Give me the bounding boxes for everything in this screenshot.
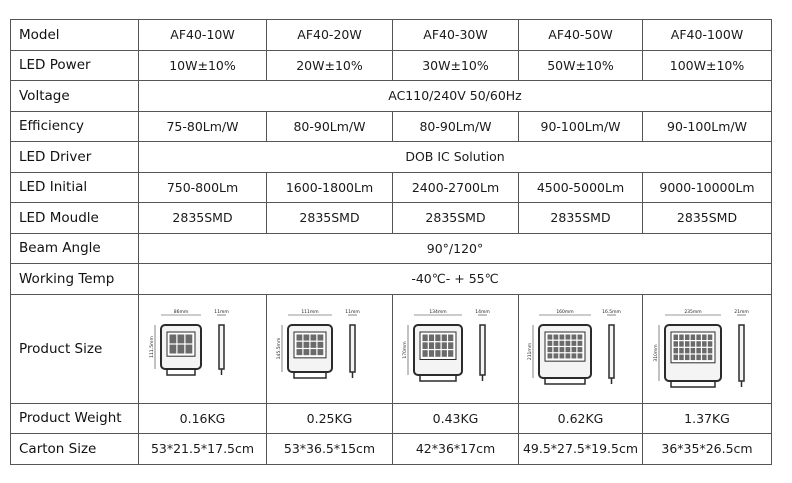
led-chip [577, 353, 582, 358]
value-cell: AF40-30W [393, 20, 519, 51]
value-cell: 2835SMD [393, 203, 519, 234]
led-chip [317, 334, 323, 340]
led-chip [674, 334, 679, 340]
led-chip [310, 334, 316, 340]
led-chip [547, 334, 552, 339]
led-chip [565, 340, 570, 345]
row-label: Efficiency [11, 111, 139, 142]
value-cell: 2835SMD [267, 203, 393, 234]
floodlight-dimension-drawing [651, 301, 763, 397]
value-cell: 36*35*26.5cm [643, 434, 772, 465]
lamp-side-view [609, 325, 614, 378]
led-chip [296, 349, 302, 355]
value-cell: 80-90Lm/W [393, 111, 519, 142]
led-chip [310, 341, 316, 347]
spec-row-led-moudle [11, 203, 772, 234]
spec-row-voltage [11, 81, 772, 112]
depth-dimension-label: 21mm [734, 309, 749, 315]
led-chip [553, 353, 558, 358]
depth-dimension-label: 11mm [213, 309, 229, 315]
value-cell: AF40-20W [267, 20, 393, 51]
spec-row-product-weight [11, 403, 772, 434]
led-chip [169, 334, 176, 343]
depth-dimension-label: 11mm [344, 309, 360, 315]
led-chip [547, 347, 552, 352]
led-chip [685, 347, 690, 353]
led-chip [708, 341, 713, 347]
led-chip [702, 341, 707, 347]
depth-dimension-label: 14mm [474, 309, 490, 315]
lamp-side-view [739, 325, 744, 381]
spec-row-led-power [11, 50, 772, 81]
led-chip [448, 342, 453, 349]
value-cell: AF40-50W [519, 20, 643, 51]
row-label: LED Initial [11, 172, 139, 203]
led-chip [553, 347, 558, 352]
width-dimension-label: 160mm [555, 309, 574, 315]
row-label: Product Size [11, 294, 139, 403]
value-cell: 0.25KG [267, 403, 393, 434]
led-chip [559, 340, 564, 345]
led-chip [310, 349, 316, 355]
led-chip [422, 334, 427, 341]
led-chip [565, 347, 570, 352]
led-chip [685, 341, 690, 347]
led-chip [428, 342, 433, 349]
height-dimension-label: 211mm [527, 342, 533, 360]
led-chip [422, 342, 427, 349]
led-chip [559, 353, 564, 358]
led-chip [441, 342, 446, 349]
led-chip [696, 341, 701, 347]
spec-row-beam-angle [11, 233, 772, 264]
floodlight-dimension-drawing [400, 301, 512, 397]
led-chip [571, 353, 576, 358]
led-chip [547, 340, 552, 345]
led-chip [674, 354, 679, 360]
led-chip [441, 334, 446, 341]
height-dimension-label: 145.5mm [276, 337, 282, 359]
width-dimension-label: 134mm [428, 309, 447, 315]
led-chip [296, 334, 302, 340]
led-chip [702, 354, 707, 360]
spec-row-working-temp [11, 264, 772, 295]
row-label: Working Temp [11, 264, 139, 295]
value-cell: 0.43KG [393, 403, 519, 434]
merged-value-cell: DOB IC Solution [139, 142, 772, 173]
led-chip [185, 344, 192, 353]
lamp-side-view [219, 325, 224, 369]
value-cell: 1.37KG [643, 403, 772, 434]
height-dimension-label: 310mm [654, 343, 659, 362]
merged-value-cell: -40℃- + 55℃ [139, 264, 772, 295]
value-cell: 2835SMD [519, 203, 643, 234]
height-dimension-label: 111.5mm [149, 335, 155, 358]
depth-dimension-label: 16.5mm [601, 309, 621, 315]
led-chip [691, 347, 696, 353]
value-cell: 10W±10% [139, 50, 267, 81]
row-label: Carton Size [11, 434, 139, 465]
value-cell: AF40-10W [139, 20, 267, 51]
value-cell: 0.16KG [139, 403, 267, 434]
led-chip [708, 334, 713, 340]
width-dimension-label: 86mm [173, 309, 188, 315]
merged-value-cell: 90°/120° [139, 233, 772, 264]
led-chip [702, 334, 707, 340]
led-chip [428, 350, 433, 357]
row-label: LED Power [11, 50, 139, 81]
value-cell: 30W±10% [393, 50, 519, 81]
led-chip [565, 353, 570, 358]
led-chip [708, 354, 713, 360]
led-chip [435, 342, 440, 349]
value-cell: 20W±10% [267, 50, 393, 81]
spec-row-led-driver [11, 142, 772, 173]
product-drawing-cell [139, 294, 267, 403]
led-chip [679, 354, 684, 360]
row-label: Product Weight [11, 403, 139, 434]
led-chip [317, 341, 323, 347]
height-dimension-label: 170mm [402, 340, 408, 359]
value-cell: 2835SMD [139, 203, 267, 234]
row-label: LED Moudle [11, 203, 139, 234]
spec-table [10, 19, 772, 465]
value-cell: 1600-1800Lm [267, 172, 393, 203]
value-cell: 49.5*27.5*19.5cm [519, 434, 643, 465]
led-chip [553, 334, 558, 339]
spec-row-product-size [11, 294, 772, 403]
led-chip [679, 347, 684, 353]
led-chip [577, 340, 582, 345]
led-chip [435, 350, 440, 357]
value-cell: 90-100Lm/W [643, 111, 772, 142]
merged-value-cell: AC110/240V 50/60Hz [139, 81, 772, 112]
led-chip [428, 334, 433, 341]
led-chip [565, 334, 570, 339]
product-drawing-cell [267, 294, 393, 403]
led-chip [674, 341, 679, 347]
led-chip [577, 334, 582, 339]
row-label: Beam Angle [11, 233, 139, 264]
led-chip [185, 334, 192, 343]
led-chip [553, 340, 558, 345]
spec-row-carton-size [11, 434, 772, 465]
spec-row-model [11, 20, 772, 51]
width-dimension-label: 235mm [684, 309, 702, 315]
led-chip [691, 354, 696, 360]
led-chip [296, 341, 302, 347]
led-chip [441, 350, 446, 357]
led-chip [448, 350, 453, 357]
value-cell: 42*36*17cm [393, 434, 519, 465]
led-chip [685, 334, 690, 340]
value-cell: 0.62KG [519, 403, 643, 434]
led-chip [303, 341, 309, 347]
led-chip [696, 347, 701, 353]
product-drawing-cell [643, 294, 772, 403]
product-drawing-cell [393, 294, 519, 403]
led-chip [691, 341, 696, 347]
led-chip [679, 334, 684, 340]
led-chip [571, 334, 576, 339]
led-chip [448, 334, 453, 341]
value-cell: 100W±10% [643, 50, 772, 81]
led-chip [422, 350, 427, 357]
led-chip [708, 347, 713, 353]
led-chip [303, 334, 309, 340]
spec-row-led-initial [11, 172, 772, 203]
floodlight-dimension-drawing [147, 301, 259, 397]
led-chip [317, 349, 323, 355]
width-dimension-label: 111mm [300, 309, 319, 315]
value-cell: 75-80Lm/W [139, 111, 267, 142]
product-drawing-cell [519, 294, 643, 403]
led-chip [169, 344, 176, 353]
led-chip [696, 354, 701, 360]
value-cell: 9000-10000Lm [643, 172, 772, 203]
spec-row-efficiency [11, 111, 772, 142]
value-cell: 80-90Lm/W [267, 111, 393, 142]
led-chip [702, 347, 707, 353]
led-chip [303, 349, 309, 355]
value-cell: 53*21.5*17.5cm [139, 434, 267, 465]
led-chip [696, 334, 701, 340]
led-chip [691, 334, 696, 340]
floodlight-dimension-drawing [274, 301, 386, 397]
row-label: Model [11, 20, 139, 51]
value-cell: 90-100Lm/W [519, 111, 643, 142]
led-chip [679, 341, 684, 347]
row-label: LED Driver [11, 142, 139, 173]
led-chip [571, 340, 576, 345]
led-chip [685, 354, 690, 360]
led-chip [577, 347, 582, 352]
value-cell: 53*36.5*15cm [267, 434, 393, 465]
value-cell: 2835SMD [643, 203, 772, 234]
led-chip [559, 334, 564, 339]
value-cell: 2400-2700Lm [393, 172, 519, 203]
led-chip [547, 353, 552, 358]
floodlight-dimension-drawing [525, 301, 637, 397]
led-chip [571, 347, 576, 352]
lamp-side-view [350, 325, 355, 372]
lamp-side-view [480, 325, 485, 375]
led-chip [177, 344, 184, 353]
led-chip [674, 347, 679, 353]
value-cell: 50W±10% [519, 50, 643, 81]
value-cell: AF40-100W [643, 20, 772, 51]
row-label: Voltage [11, 81, 139, 112]
value-cell: 4500-5000Lm [519, 172, 643, 203]
led-chip [435, 334, 440, 341]
value-cell: 750-800Lm [139, 172, 267, 203]
led-chip [559, 347, 564, 352]
led-chip [177, 334, 184, 343]
